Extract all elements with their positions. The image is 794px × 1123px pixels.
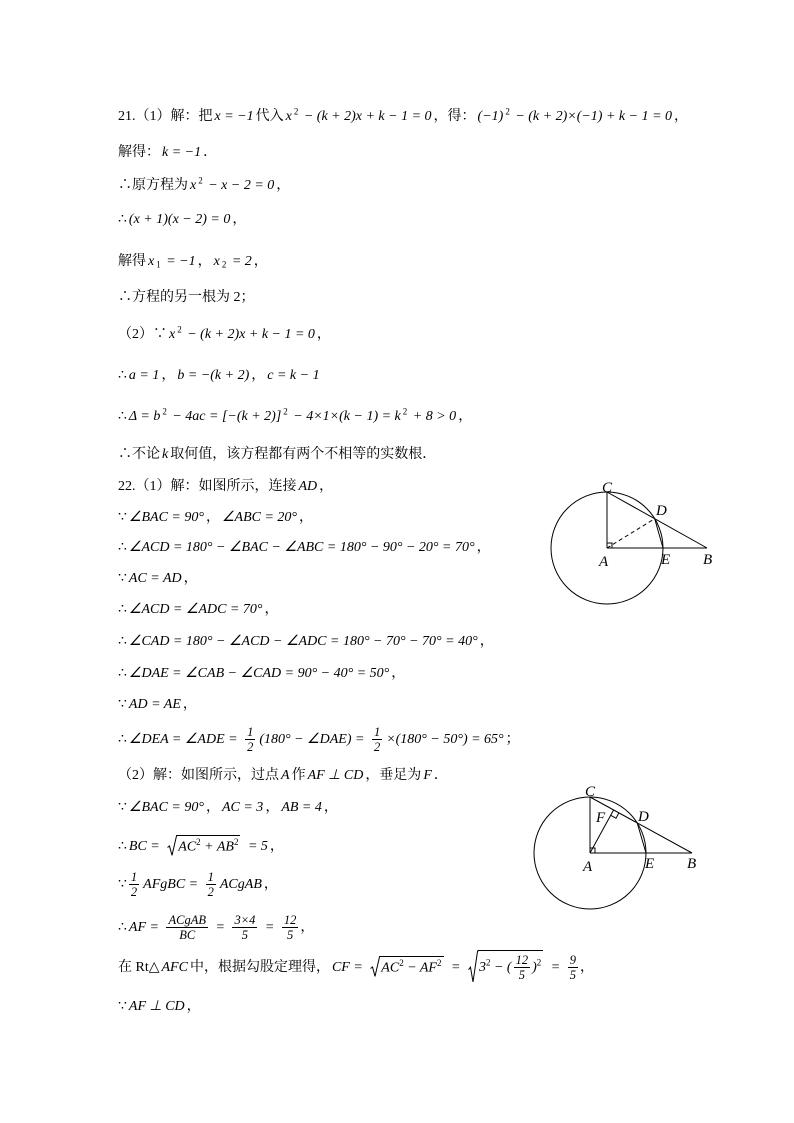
q22-part2-given-line <box>118 788 338 828</box>
text-run: ， <box>263 877 278 892</box>
fraction-denominator: 5 <box>282 927 299 942</box>
q22-af-perpendicular-line <box>118 987 201 1027</box>
fraction <box>232 913 257 943</box>
text-run: ∴ <box>118 602 127 617</box>
math-run: F <box>423 768 432 783</box>
math-run: 3 <box>478 960 486 975</box>
q22-af-length-line <box>118 908 314 948</box>
text-run: ∴ <box>118 666 127 681</box>
math-run: AB = 4 <box>281 800 322 815</box>
radicand <box>478 950 543 983</box>
text-run: ∴ <box>118 368 127 383</box>
fraction-numerator: 1 <box>247 724 254 739</box>
math-run: A <box>281 768 290 783</box>
math-run: − 4ac = [−(k + 2)] <box>168 409 282 424</box>
fraction-denominator: 2 <box>207 885 214 900</box>
text-run: ∴ <box>118 409 127 424</box>
radical-sign-icon <box>370 956 380 977</box>
math-run: x <box>213 254 220 269</box>
label-c: C <box>585 784 596 800</box>
text-run: ， <box>316 327 331 342</box>
text-run: ∴ <box>118 212 127 227</box>
math-run: CF = <box>331 960 367 975</box>
math-run: AF ⊥ CD <box>307 768 364 783</box>
math-run: x <box>148 254 155 269</box>
fraction <box>514 953 531 983</box>
text-run: ∴ <box>118 540 127 555</box>
text-run: ， <box>269 839 284 854</box>
math-run: ∠CAD = 180° − ∠ACD − ∠ADC = 180° − 70° − 70° = 40° <box>128 634 478 649</box>
fraction-denominator: 5 <box>232 927 257 942</box>
text-run: （2）∵ <box>118 327 167 342</box>
text-run: ∴不论 <box>118 447 160 462</box>
fraction-denominator: 2 <box>130 885 138 900</box>
math-run: AC = AD <box>128 571 182 586</box>
math-run: ) <box>532 960 537 975</box>
superscript: 2 <box>293 106 299 117</box>
superscript: 2 <box>196 836 201 847</box>
label-c: C <box>602 480 613 496</box>
figure-q22-part1 <box>540 476 720 616</box>
fraction <box>206 870 216 900</box>
text-run: ， <box>205 800 220 815</box>
math-run: ∠DEA = ∠ADE = <box>128 732 242 747</box>
q22-ad-equals-ae-line <box>118 685 197 725</box>
square-root <box>370 956 443 977</box>
radicand <box>177 835 240 856</box>
fraction-denominator: BC <box>166 927 208 942</box>
math-run: − (k + 2)x + k − 1 = 0 <box>300 109 432 124</box>
radicand <box>380 956 443 977</box>
text-run: ， <box>579 960 594 975</box>
text-run: ， <box>476 540 491 555</box>
fraction-denominator: 5 <box>569 968 576 983</box>
text-run: ， <box>479 634 494 649</box>
q21-discriminant-line <box>118 397 472 437</box>
superscript: 2 <box>399 957 404 968</box>
fraction-numerator: 1 <box>373 724 381 739</box>
text-run: ， <box>323 800 338 815</box>
segment-cb <box>607 492 707 548</box>
fraction-numerator: 12 <box>515 952 529 967</box>
text-run: ， <box>299 510 314 525</box>
superscript: 2 <box>437 957 442 968</box>
math-run: − (k + 2)×(−1) + k − 1 = 0 <box>511 109 673 124</box>
fraction-numerator: ACgAB <box>168 912 206 927</box>
q21-part1-substitution-line <box>118 97 688 137</box>
label-d: D <box>638 809 649 825</box>
text-run: ， <box>182 697 197 712</box>
math-run: AFgBC = <box>143 877 202 892</box>
fraction-numerator: 1 <box>130 869 138 884</box>
math-run: k = −1 <box>162 145 202 160</box>
text-run: ∵ <box>118 877 127 892</box>
fraction-denominator: 5 <box>514 967 531 982</box>
math-run: + 8 > 0 <box>409 409 457 424</box>
fraction-numerator: 1 <box>207 869 214 884</box>
superscript: 2 <box>536 957 542 968</box>
text-run: ， <box>183 571 198 586</box>
q21-other-root-line <box>118 278 255 318</box>
math-run: Δ = b <box>128 409 161 424</box>
math-run: = 2 <box>228 254 252 269</box>
text-run: ， <box>232 212 247 227</box>
text-run: ∴原方程为 <box>118 178 188 193</box>
math-run: + AB <box>200 839 234 854</box>
label-f: F <box>596 810 606 826</box>
label-a: A <box>583 859 593 875</box>
math-run: (x + 1)(x − 2) = 0 <box>128 212 231 227</box>
text-run: ， <box>186 999 201 1014</box>
text-run: ． <box>433 768 448 783</box>
fraction <box>568 953 578 983</box>
text-run: ， <box>265 800 280 815</box>
math-run: ×(180° − 50°) = 65° <box>386 732 504 747</box>
text-run: 代入 <box>255 109 284 124</box>
square-root <box>167 835 240 856</box>
fraction-denominator: 2 <box>247 740 254 755</box>
text-run: 在 Rt△ <box>118 960 160 975</box>
fraction <box>282 913 299 943</box>
segment-ad-dashed <box>607 519 655 548</box>
radical-sign-icon <box>167 835 177 856</box>
label-a: A <box>599 554 609 570</box>
text-run: 取何值，该方程都有两个不相等的实数根． <box>170 447 437 462</box>
text-run: 22.（1）解：如图所示，连接 <box>118 479 297 494</box>
q22-angle-dea-line <box>118 720 520 760</box>
square-root <box>468 950 543 983</box>
math-run: AF = <box>128 920 163 935</box>
math-run: x <box>190 178 197 193</box>
math-run: a = 1 <box>128 368 160 383</box>
math-run: BC = <box>128 839 164 854</box>
text-run: ∵ <box>118 571 127 586</box>
text-run: ， <box>319 479 334 494</box>
math-run: ∠ACD = 180° − ∠BAC − ∠ABC = 180° − 90° − 20° = 70° <box>128 540 475 555</box>
math-run: − 4×1×(k − 1) = k <box>289 409 401 424</box>
fraction <box>129 870 139 900</box>
text-run: ， <box>264 602 279 617</box>
text-run: ， <box>276 178 291 193</box>
superscript: 2 <box>485 957 491 968</box>
text-run: ， <box>251 368 266 383</box>
fraction-numerator: 3×4 <box>234 912 256 927</box>
text-run: ； <box>505 732 520 747</box>
text-run: ∵ <box>118 800 127 815</box>
text-run: ∴ <box>118 634 127 649</box>
math-run: = −1 <box>162 254 196 269</box>
math-run: ∠BAC = 90° <box>128 800 204 815</box>
text-run: ∴方程的另一根为 2； <box>118 290 255 305</box>
math-run: AFC <box>161 960 188 975</box>
math-run: AC = 3 <box>221 800 264 815</box>
label-b: B <box>687 856 697 872</box>
text-run: ， <box>197 254 212 269</box>
math-run: (−1) <box>477 109 504 124</box>
fraction <box>372 725 382 755</box>
math-run: = 5 <box>244 839 268 854</box>
math-run: = <box>447 960 464 975</box>
math-run: AD <box>298 479 318 494</box>
fraction <box>166 913 208 943</box>
superscript: 2 <box>402 406 408 417</box>
math-run: x = −1 <box>214 109 254 124</box>
math-run: AC <box>178 839 197 854</box>
q21-factorization-line <box>118 200 246 240</box>
text-run: ． <box>203 145 218 160</box>
text-run: ，垂足为 <box>365 768 422 783</box>
figure-q22-part2 <box>528 780 708 920</box>
text-run: 解得： <box>118 145 160 160</box>
superscript: 2 <box>283 406 288 417</box>
text-run: 21.（1）解：把 <box>118 109 213 124</box>
text-run: ∵ <box>118 697 127 712</box>
text-run: ， <box>205 510 220 525</box>
fraction <box>245 725 255 755</box>
math-run: − ( <box>490 960 512 975</box>
math-run: ∠ABC = 20° <box>221 510 298 525</box>
q22-bc-length-line <box>118 827 284 867</box>
math-run: x <box>169 327 176 342</box>
q21-part2-equation-line <box>118 315 331 355</box>
math-run: = <box>261 920 278 935</box>
text-run: ， <box>674 109 689 124</box>
superscript: 2 <box>505 106 510 117</box>
text-run: 作 <box>291 768 306 783</box>
math-run: (180° − ∠DAE) = <box>259 732 368 747</box>
math-run: b = −(k + 2) <box>177 368 250 383</box>
math-run: ACgAB <box>219 877 262 892</box>
text-run: ， <box>161 368 176 383</box>
text-run: ， <box>391 666 406 681</box>
math-run: − x − 2 = 0 <box>204 178 275 193</box>
text-run: ，得： <box>433 109 476 124</box>
fraction-numerator: 12 <box>283 912 297 927</box>
text-run: （2）解：如图所示，过点 <box>118 768 279 783</box>
text-run: ∴ <box>118 732 127 747</box>
superscript: 2 <box>162 406 167 417</box>
label-d: D <box>656 503 667 519</box>
label-b: B <box>703 552 713 568</box>
superscript: 2 <box>177 324 182 335</box>
subscript: 2 <box>221 259 227 270</box>
superscript: 2 <box>198 175 203 186</box>
text-run: 中，根据勾股定理得， <box>189 960 330 975</box>
q22-area-equation-line <box>118 865 278 905</box>
math-run: − AF <box>403 960 437 975</box>
text-run: ∵ <box>118 999 127 1014</box>
label-e: E <box>645 856 655 872</box>
math-run: = <box>211 920 229 935</box>
math-run: = <box>547 960 564 975</box>
q21-coefficients-line <box>118 356 322 396</box>
math-run: ∠ACD = ∠ADC = 70° <box>128 602 263 617</box>
fraction-numerator: 9 <box>569 952 576 967</box>
subscript: 1 <box>156 259 161 270</box>
fraction-denominator: 2 <box>373 740 381 755</box>
text-run: ∴ <box>118 839 127 854</box>
text-run: ∴ <box>118 920 127 935</box>
q21-roots-line <box>118 242 268 282</box>
text-run: ， <box>300 920 315 935</box>
text-run: 解得 <box>118 254 146 269</box>
text-run: ， <box>458 409 473 424</box>
math-run: ∠BAC = 90° <box>128 510 204 525</box>
q22-cf-length-line <box>118 948 594 988</box>
math-run: − (k + 2)x + k − 1 = 0 <box>183 327 315 342</box>
math-run: AC <box>381 960 400 975</box>
superscript: 2 <box>233 836 239 847</box>
math-run: ∠DAE = ∠CAB − ∠CAD = 90° − 40° = 50° <box>128 666 390 681</box>
text-run: ， <box>253 254 268 269</box>
math-run: k <box>162 447 169 462</box>
math-run: AD = AE <box>128 697 181 712</box>
math-run: AF ⊥ CD <box>128 999 185 1014</box>
math-run: x <box>285 109 292 124</box>
label-e: E <box>661 552 671 568</box>
radical-sign-icon <box>468 950 478 983</box>
text-run: ∵ <box>118 510 127 525</box>
math-run: c = k − 1 <box>267 368 320 383</box>
